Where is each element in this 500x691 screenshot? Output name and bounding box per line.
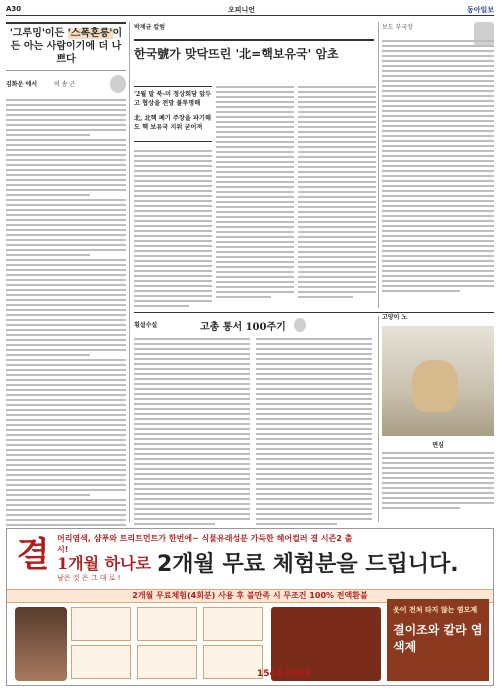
- ad-main-headline: 2개월 무료 체험분을 드립니다.: [157, 552, 459, 577]
- column-divider: [378, 316, 379, 522]
- newspaper-brand: 동아일보: [466, 6, 494, 14]
- column-name: 김화운 에서: [6, 81, 38, 88]
- pull-quote-line: 北, 北핵 폐기 주장을 파기해도 핵 보유국 지위 굳어져: [134, 115, 211, 131]
- left-column: [6, 22, 126, 522]
- feature-photo: [382, 326, 494, 436]
- advertisement[interactable]: [6, 528, 494, 686]
- ad-product-box: [137, 607, 197, 641]
- left-headline: [6, 22, 126, 71]
- ad-product-box: [203, 645, 263, 679]
- ad-subline: 남은 것 은 그 대 로 !: [57, 574, 121, 582]
- photo-section-label: 고양이 노: [382, 314, 408, 321]
- ad-product-box: [137, 645, 197, 679]
- story2-body-col2: [256, 338, 372, 528]
- left-headline-highlight: '스폭혼릉': [67, 28, 113, 39]
- main-headline: 한국號가 맞닥뜨린 '北=핵보유국' 암초: [134, 39, 374, 62]
- photo-caption-text: [382, 452, 494, 512]
- main-body-col1: [134, 150, 212, 320]
- photo-caption: 면심: [432, 442, 444, 449]
- column-divider: [129, 22, 130, 522]
- section-title: 오피니언: [228, 6, 256, 14]
- left-headline-part2: 이든 아는 사람이기에 더 나쁘다: [10, 28, 123, 65]
- story2-kicker: 횡설수설: [134, 322, 158, 329]
- pull-quote-line: '2월 말 북-미 정상회담 앞두고 협상을 전망 불투명해: [134, 91, 212, 107]
- story2-author-photo: [294, 318, 306, 332]
- ad-phone-number[interactable]: 1544-0563: [257, 669, 311, 679]
- main-body-col4: [382, 40, 494, 308]
- ad-panel-headline: 결이조와 칼라 염색제: [393, 623, 483, 654]
- main-column: [134, 22, 374, 62]
- masthead: [6, 4, 494, 16]
- ad-product-box: [71, 607, 131, 641]
- pull-quote: [134, 86, 212, 142]
- ad-side-panel: [387, 599, 489, 681]
- story2-title: 고총 통서 100주기: [200, 322, 286, 333]
- ad-model-photo: [15, 607, 67, 681]
- ad-top-line: 머리염색, 샴푸와 트리트먼트가 한번에~ 식물유래성분 가득한 헤어컬러 결 시즌2 출시!: [57, 534, 353, 554]
- main-body-col3: [298, 86, 376, 256]
- right-header: [382, 22, 494, 31]
- ad-offer-text: 2개월 무료체험(4회분) 사용 후 불만족 시 무조건 100% 전액환불: [132, 591, 368, 600]
- story2-body-col1: [134, 338, 250, 528]
- ad-left-headline: 1개월 하나로: [57, 554, 151, 573]
- ad-panel-title: 옷이 전처 타지 않는 염모제: [393, 606, 478, 614]
- column-divider: [378, 22, 379, 308]
- author-name: 이 송 근: [54, 81, 76, 88]
- ad-product-box: [71, 645, 131, 679]
- left-byline: [6, 75, 126, 93]
- ad-product-box: [203, 607, 263, 641]
- main-body-col2: [216, 86, 294, 256]
- author-title: 보도 부국장: [382, 24, 413, 31]
- ad-logo: 결: [16, 535, 50, 575]
- page-number: A30: [6, 5, 22, 13]
- left-headline-part1: '그루밍'이든: [9, 28, 68, 39]
- author-avatar: [110, 75, 126, 93]
- teddy-bear-figure: [412, 360, 458, 412]
- column-label: 박제균 칼럼: [134, 24, 166, 31]
